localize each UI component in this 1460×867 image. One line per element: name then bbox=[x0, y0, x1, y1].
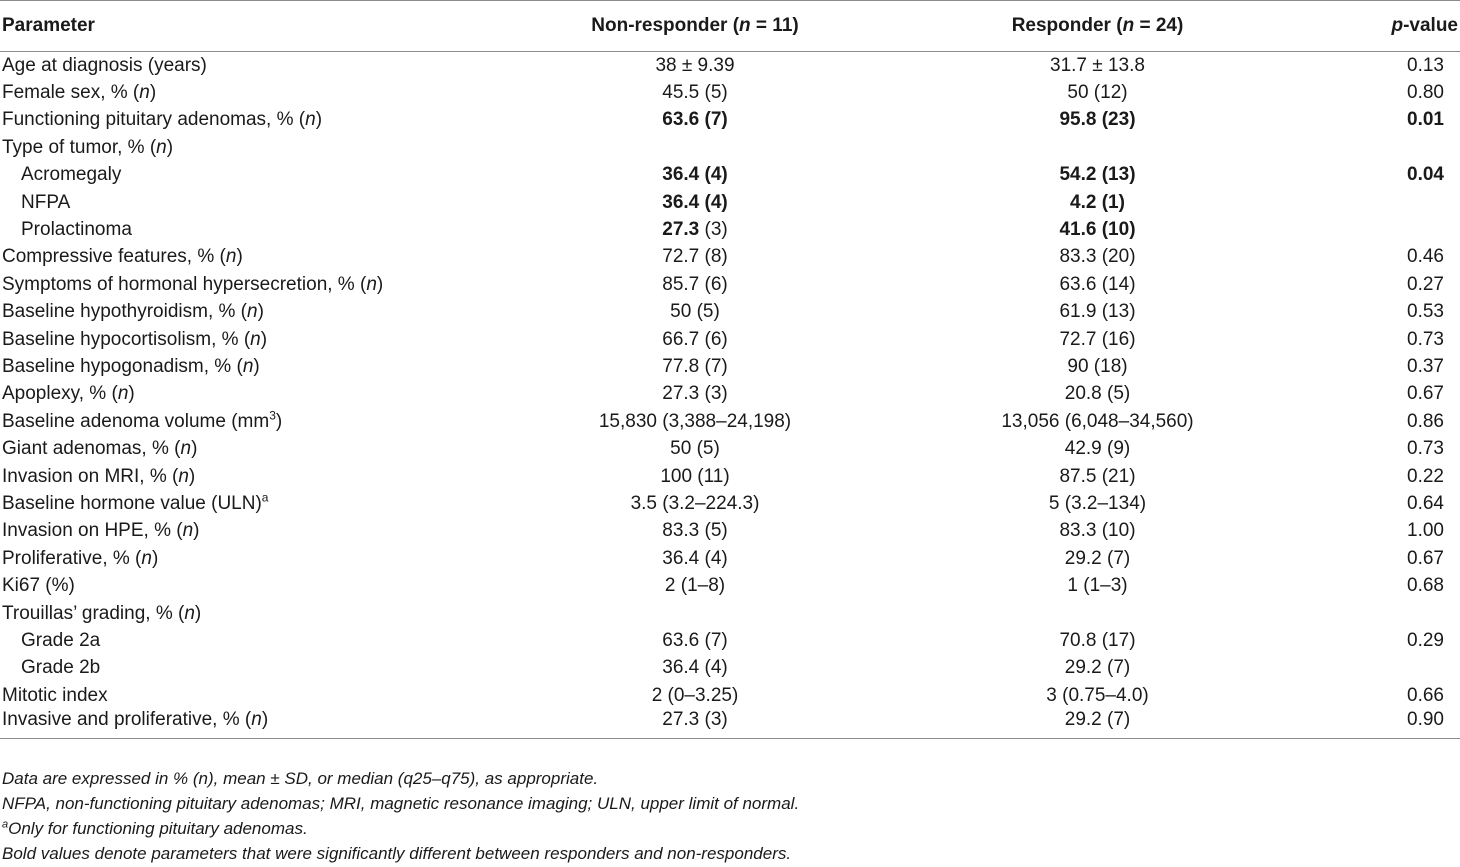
nonresponder-value: 36.4 (4) bbox=[662, 547, 728, 569]
row-label: Grade 2a bbox=[21, 629, 101, 651]
responder-value: 83.3 (10) bbox=[1059, 520, 1136, 542]
table-row bbox=[0, 490, 1460, 517]
p-value bbox=[1325, 600, 1460, 627]
row-label: Ki67 (%) bbox=[2, 575, 75, 597]
table-row bbox=[0, 134, 1460, 161]
row-label: Baseline hypogonadism, % (n) bbox=[2, 355, 260, 377]
responder-value: 42.9 (9) bbox=[1064, 438, 1131, 460]
nonresponder-value: 36.4 (4) bbox=[662, 657, 728, 679]
row-label: Type of tumor, % (n) bbox=[2, 136, 174, 158]
row-label: Grade 2b bbox=[21, 657, 101, 679]
table-row bbox=[0, 52, 1460, 80]
p-value: 1.00 bbox=[1407, 520, 1444, 542]
responder-value: 54.2 (13) bbox=[1059, 164, 1136, 186]
nonresponder-value: 27.3 (3) bbox=[662, 383, 728, 405]
p-value: 0.64 bbox=[1407, 492, 1444, 514]
responder-value: 29.2 (7) bbox=[1064, 657, 1131, 679]
responder-value: 29.2 (7) bbox=[1064, 547, 1131, 569]
nonresponder-value: 63.6 (7) bbox=[662, 629, 728, 651]
row-label: Symptoms of hormonal hypersecretion, % (n) bbox=[2, 273, 384, 295]
table-row bbox=[0, 189, 1460, 216]
nonresponder-value: 27.3 (3) bbox=[662, 219, 728, 241]
responder-value: 29.2 (7) bbox=[870, 709, 1325, 739]
table-row bbox=[0, 162, 1460, 189]
nonresponder-value: 100 (11) bbox=[660, 465, 730, 487]
p-value: 0.01 bbox=[1407, 109, 1444, 131]
table-row bbox=[0, 216, 1460, 243]
p-value: 0.46 bbox=[1407, 246, 1444, 268]
p-value: 0.27 bbox=[1407, 273, 1444, 295]
table-row bbox=[0, 408, 1460, 435]
table-row bbox=[0, 299, 1460, 326]
table-row bbox=[0, 381, 1460, 408]
responder-value: 95.8 (23) bbox=[1059, 109, 1136, 131]
responder-value: 83.3 (20) bbox=[1059, 246, 1136, 268]
responder-value: 5 (3.2–134) bbox=[1048, 492, 1147, 514]
table-row bbox=[0, 79, 1460, 106]
p-value: 0.67 bbox=[1407, 383, 1444, 405]
p-value: 0.73 bbox=[1407, 438, 1444, 460]
nonresponder-value: 66.7 (6) bbox=[662, 328, 728, 350]
header-pvalue: p-value bbox=[1325, 1, 1460, 52]
table-row bbox=[0, 518, 1460, 545]
row-label: NFPA bbox=[21, 191, 71, 213]
p-value: 0.67 bbox=[1407, 547, 1444, 569]
p-value bbox=[1325, 216, 1460, 243]
responder-value: 41.6 (10) bbox=[1059, 219, 1136, 241]
row-label: Female sex, % (n) bbox=[2, 82, 157, 104]
table-row bbox=[0, 353, 1460, 380]
table-row bbox=[0, 271, 1460, 298]
nonresponder-value: 27.3 (3) bbox=[520, 709, 870, 739]
responder-value: 4.2 (1) bbox=[1070, 191, 1125, 213]
nonresponder-value: 2 (1–8) bbox=[664, 575, 726, 597]
row-label: Baseline hypocortisolism, % (n) bbox=[2, 328, 268, 350]
nonresponder-value: 83.3 (5) bbox=[662, 520, 728, 542]
row-label: Trouillas’ grading, % (n) bbox=[2, 602, 202, 624]
footnote-abbreviations: NFPA, non-functioning pituitary adenomas; MRI, magnetic resonance imaging; ULN, upper limit of normal. bbox=[2, 794, 800, 813]
nonresponder-value: 36.4 (4) bbox=[662, 191, 728, 213]
nonresponder-value: 50 (5) bbox=[670, 301, 720, 323]
p-value: 0.37 bbox=[1407, 355, 1444, 377]
responder-value: 50 (12) bbox=[1067, 82, 1128, 104]
table-row bbox=[0, 107, 1460, 134]
responder-value: 90 (18) bbox=[1067, 355, 1128, 377]
responder-value: 13,056 (6,048–34,560) bbox=[1001, 410, 1194, 432]
p-value: 0.66 bbox=[1407, 684, 1444, 706]
footnote-a: $^a$Only for functioning pituitary adenomas. bbox=[2, 818, 308, 838]
table-row bbox=[0, 682, 1460, 709]
responder-value: 63.6 (14) bbox=[1059, 273, 1136, 295]
row-label: Apoplexy, % (n) bbox=[2, 383, 135, 405]
nonresponder-value: 45.5 (5) bbox=[662, 82, 728, 104]
nonresponder-value: 36.4 (4) bbox=[662, 164, 728, 186]
p-value bbox=[1325, 134, 1460, 161]
table-row bbox=[0, 627, 1460, 654]
row-label: Prolactinoma bbox=[21, 219, 132, 241]
p-value: 0.29 bbox=[1407, 629, 1444, 651]
row-label: Invasive and proliferative, % (n) bbox=[0, 709, 520, 739]
nonresponder-value: 63.6 (7) bbox=[662, 109, 728, 131]
row-label: Functioning pituitary adenomas, % (n) bbox=[2, 109, 323, 131]
nonresponder-value: 50 (5) bbox=[670, 438, 720, 460]
p-value: 0.22 bbox=[1407, 465, 1444, 487]
nonresponder-value bbox=[520, 134, 870, 161]
row-label: Mitotic index bbox=[2, 684, 108, 706]
responder-value bbox=[870, 600, 1325, 627]
table-row bbox=[0, 600, 1460, 627]
responder-value bbox=[870, 134, 1325, 161]
responder-value: 20.8 (5) bbox=[1064, 383, 1131, 405]
row-label: Baseline hypothyroidism, % (n) bbox=[2, 301, 264, 323]
nonresponder-value: 77.8 (7) bbox=[662, 355, 728, 377]
header-row bbox=[0, 1, 1460, 52]
p-value bbox=[1325, 655, 1460, 682]
nonresponder-value: 38 ± 9.39 bbox=[655, 54, 735, 76]
row-label: Invasion on MRI, % (n) bbox=[2, 465, 196, 487]
nonresponder-value bbox=[520, 600, 870, 627]
table-row bbox=[0, 572, 1460, 599]
table-row bbox=[0, 709, 1460, 739]
header-parameter: Parameter bbox=[0, 1, 520, 52]
p-value: 0.04 bbox=[1407, 164, 1444, 186]
nonresponder-value: 85.7 (6) bbox=[662, 273, 728, 295]
responder-value: 70.8 (17) bbox=[1059, 629, 1136, 651]
responder-value: 3 (0.75–4.0) bbox=[1046, 684, 1149, 706]
table-row bbox=[0, 244, 1460, 271]
table-row bbox=[0, 545, 1460, 572]
table-row bbox=[0, 435, 1460, 462]
footnote-bold: Bold values denote parameters that were significantly different between responders and non-responders. bbox=[2, 844, 792, 863]
row-label: Proliferative, % (n) bbox=[2, 547, 159, 569]
table-row bbox=[0, 463, 1460, 490]
nonresponder-value: 15,830 (3,388–24,198) bbox=[598, 410, 792, 432]
nonresponder-value: 72.7 (8) bbox=[662, 246, 728, 268]
responder-value: 72.7 (16) bbox=[1059, 328, 1136, 350]
p-value bbox=[1325, 189, 1460, 216]
p-value: 0.53 bbox=[1407, 301, 1444, 323]
responder-value: 87.5 (21) bbox=[1059, 465, 1136, 487]
p-value: 0.80 bbox=[1407, 82, 1444, 104]
responder-value: 61.9 (13) bbox=[1059, 301, 1136, 323]
row-label: Baseline hormone value (ULN)$^a$ bbox=[2, 490, 269, 514]
header-nonresponder: Non-responder (n = 11) bbox=[520, 1, 870, 52]
table-row bbox=[0, 326, 1460, 353]
p-value: 0.68 bbox=[1407, 575, 1444, 597]
p-value: 0.73 bbox=[1407, 328, 1444, 350]
row-label: Compressive features, % (n) bbox=[2, 246, 243, 268]
row-label: Baseline adenoma volume $(mm^3)$ bbox=[2, 408, 283, 432]
header-responder: Responder (n = 24) bbox=[870, 1, 1325, 52]
table-footnotes bbox=[2, 766, 799, 866]
row-label: Invasion on HPE, % (n) bbox=[2, 520, 200, 542]
responder-value: 1 (1–3) bbox=[1067, 575, 1128, 597]
p-value: 0.86 bbox=[1407, 410, 1444, 432]
nonresponder-value: 3.5 (3.2–224.3) bbox=[630, 492, 760, 514]
responder-value: 31.7 ± 13.8 bbox=[1050, 54, 1145, 76]
footnote-data-format: Data are expressed in % (n), mean ± SD, or median (q25–q75), as appropriate. bbox=[2, 769, 599, 788]
table-row bbox=[0, 655, 1460, 682]
row-label: Acromegaly bbox=[21, 164, 122, 186]
p-value: 0.13 bbox=[1407, 54, 1444, 76]
p-value: 0.90 bbox=[1325, 709, 1460, 739]
row-label: Age at diagnosis (years) bbox=[2, 54, 207, 76]
row-label: Giant adenomas, % (n) bbox=[2, 438, 198, 460]
nonresponder-value: 2 (0–3.25) bbox=[651, 684, 739, 706]
